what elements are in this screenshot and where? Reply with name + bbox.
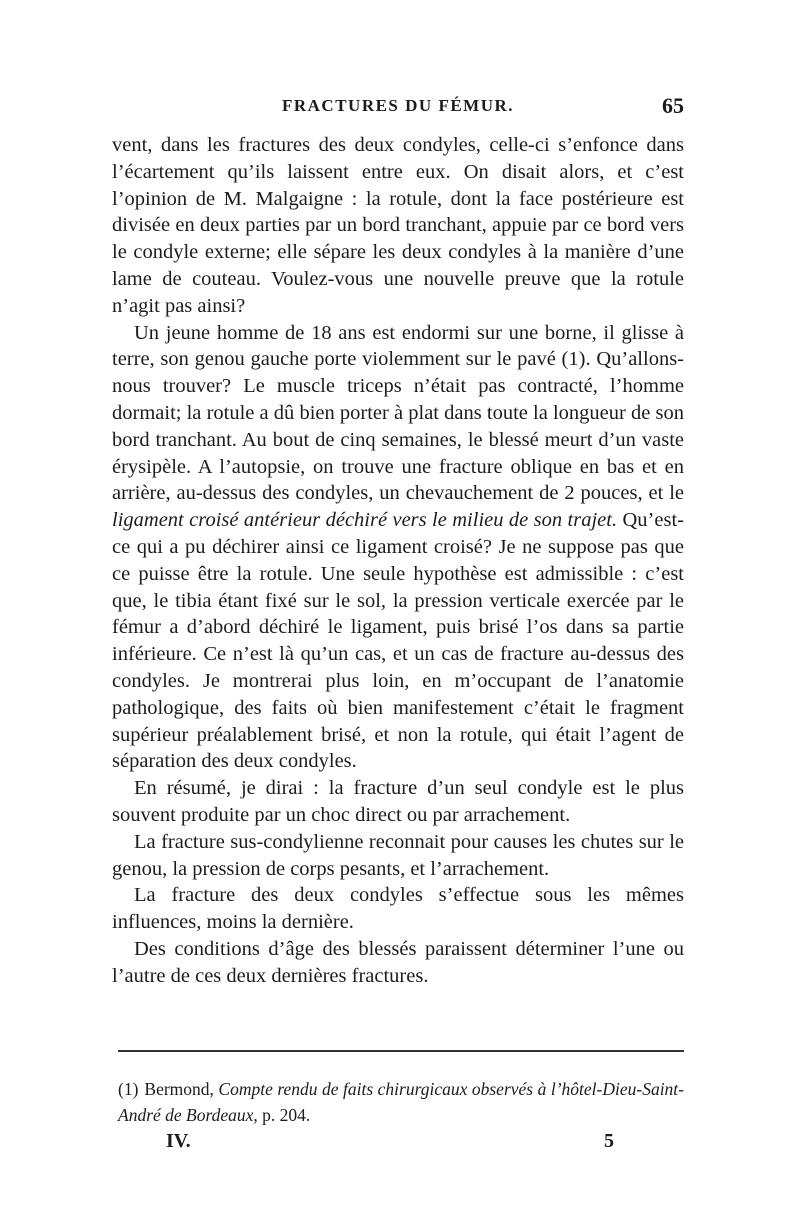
- text-run: La fracture sus-condylienne reconnait pour causes les chutes sur le genou, la pression de corps pesants, et l’arrachement.: [112, 830, 684, 880]
- footnote: [118, 1076, 684, 1128]
- footnote-text-run: , p. 204.: [253, 1105, 311, 1125]
- footnote-marker: (1): [118, 1079, 139, 1099]
- page-number: 65: [662, 93, 684, 118]
- footnote-divider: [118, 1050, 684, 1052]
- paragraph: [112, 936, 684, 990]
- footnote-text: [118, 1079, 684, 1125]
- paragraph: [112, 320, 684, 776]
- paragraph: [112, 775, 684, 829]
- signature-mark: IV.: [166, 1130, 191, 1152]
- signature-number: 5: [604, 1130, 614, 1152]
- text-run: La fracture des deux condyles s’effectue sous les mêmes influences, moins la dernière.: [112, 884, 684, 934]
- text-run: vent, dans les fractures des deux condyles, celle-ci s’enfonce dans l’écartement qu’ils laissent entre eux. On disait alors, et c’est l’opinion de M. Malgaigne : la rotule, dont la face postérieure est divisée en deux parties par un bord tranchant, appuie par ce bord vers le condyle externe; elle sépare les deux condyles à la manière d’une lame de couteau. Voulez-vous une nouvelle preuve que la rotule n’agit pas ainsi?: [112, 134, 684, 317]
- paragraph: [112, 882, 684, 936]
- text-run: En résumé, je dirai : la fracture d’un seul condyle est le plus souvent produite par un choc direct ou par arrachement.: [112, 777, 684, 826]
- paragraph: [112, 829, 684, 883]
- text-run: Un jeune homme de 18 ans est endormi sur une borne, il glisse à terre, son genou gauche porte violemment sur le pavé (1). Qu’allons-nous trouver? Le muscle triceps n’était pas contracté, l’homme dormait; la rotule a dû bien porter à plat dans toute la longueur de son bord tranchant. Au bout de cinq semaines, le blessé meurt d’un vaste érysipèle. A l’autopsie, on trouve une fracture oblique en bas et en arrière, au-dessus des condyles, un chevauchement de 2 pouces, et le: [112, 321, 684, 505]
- footnote-italic-run: Compte rendu de faits chirurgicaux observés à l’hôtel-Dieu-Saint-André de Bordeaux: [118, 1079, 684, 1125]
- text-run: Qu’est-ce qui a pu déchirer ainsi ce ligament croisé? Je ne suppose pas que ce puisse être la rotule. Une seule hypothèse est admissible : c’est que, le tibia étant fixé sur le sol, la pression verticale exercée par le fémur a d’abord déchiré le ligament, puis brisé l’os dans sa partie inférieure. Ce n’est là qu’un cas, et un cas de fracture au-dessus des condyles. Je montrerai plus loin, en m’occupant de l’anatomie pathologique, des faits où bien manifestement c’était le fragment supérieur préalablement brisé, et non la rotule, qui était l’agent de séparation des deux condyles.: [112, 509, 684, 773]
- body-text: [112, 132, 684, 990]
- text-run: Des conditions d’âge des blessés paraissent déterminer l’une ou l’autre de ces deux dernières fractures.: [112, 937, 684, 987]
- running-head: [112, 93, 684, 126]
- italic-run: ligament croisé antérieur déchiré vers le milieu de son trajet.: [112, 509, 618, 532]
- paragraph: [112, 132, 684, 320]
- footnote-text-run: Bermond,: [144, 1079, 219, 1099]
- running-title: FRACTURES DU FÉMUR.: [281, 96, 515, 115]
